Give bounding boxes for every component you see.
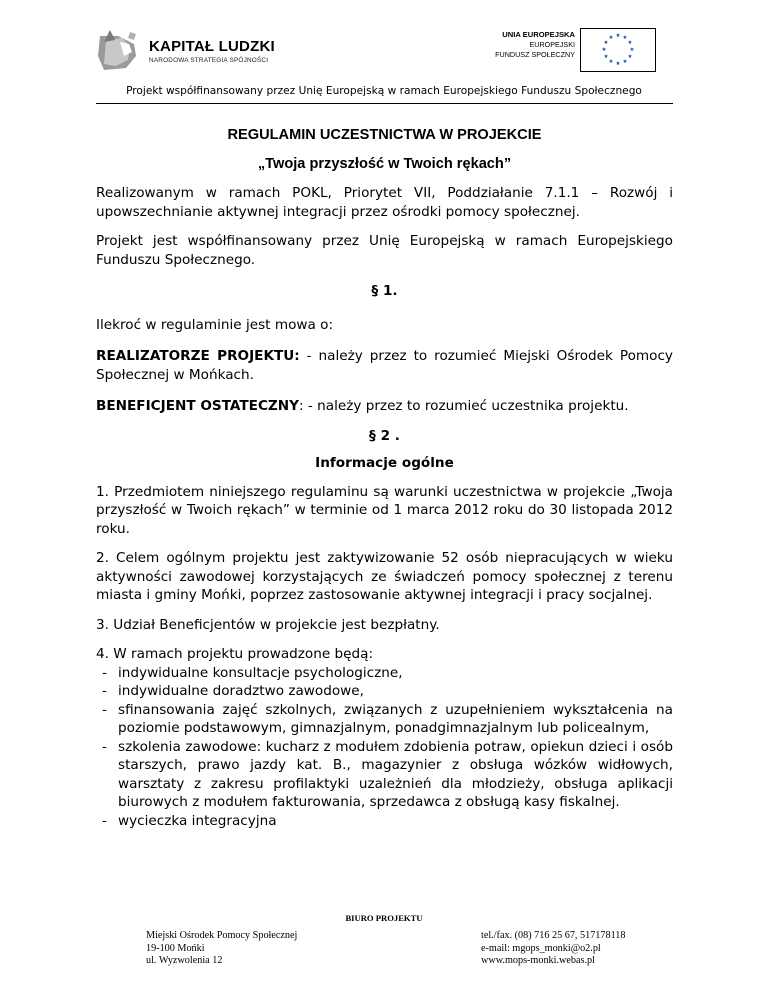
list-item [96,664,673,683]
kapital-ludzki-logo [96,26,316,72]
document-body [96,126,673,830]
kapital-ludzki-title: KAPITAŁ LUDZKI [149,38,275,55]
svg-text:★: ★ [629,47,635,53]
svg-text:★: ★ [608,35,614,41]
footer-address [146,930,297,968]
section-2-title: Informacje ogólne [315,455,454,471]
document-title: REGULAMIN UCZESTNICTWA W PROJEKCIE [227,127,542,143]
definition-beneficjent [96,397,673,416]
eu-logo [486,28,656,74]
definition-realizator-term: REALIZATORZE PROJEKTU: [96,348,300,364]
svg-text:★: ★ [622,35,628,41]
point-3: 3. Udział Beneficjentów w projekcie jest bezpłatny. [96,616,440,633]
eu-name: UNIA EUROPEJSKA [502,30,575,39]
point-4-list [96,664,673,831]
fund-name-line1: EUROPEJSKI [529,40,575,49]
project-name: „Twoja przyszłość w Twoich rękach” [257,155,512,172]
kapital-ludzki-subtitle: NARODOWA STRATEGIA SPÓJNOŚCI [149,57,269,64]
svg-text:★: ★ [601,47,607,53]
svg-text:★: ★ [622,59,628,65]
list-item [96,738,673,812]
cofinancing-note: Projekt współfinansowany przez Unię Europejską w ramach Europejskiego Funduszu Społecznego [126,85,642,97]
footer-postal-code: 19-100 Mońki [146,942,205,954]
list-item-text: szkolenia zawodowe: kucharz z modułem zdobienia potraw, opiekun dzieci i osób starszych, prawo jazdy kat. B., magazynier z obsługa wózków widłowych, warsztaty z zakresu profilaktyki uzależnień dla młodzieży, obsługa aplikacji biurowych z modułem fakturowania, sprzedawca z obsługą kasy fiskalnej. [118,738,673,810]
section-1-heading: § 1. [371,283,398,299]
intro-paragraph-2: Projekt jest współfinansowany przez Unię Europejską w ramach Europejskiego Funduszu Społecznego. [96,233,673,268]
footer-street: ul. Wyzwolenia 12 [146,955,223,966]
footer-website: www.mops-monki.webas.pl [481,955,595,966]
definition-beneficjent-text: : - należy przez to rozumieć uczestnika projektu. [299,398,629,414]
section-1-lead: Ilekroć w regulaminie jest mowa o: [96,316,334,333]
dash-marker: - [102,812,107,829]
svg-text:★: ★ [603,40,609,46]
dash-marker: - [102,683,107,699]
svg-text:★: ★ [615,33,621,39]
definition-beneficjent-term: BENEFICJENT OSTATECZNY [96,398,299,414]
point-1: 1. Przedmiotem niniejszego regulaminu są warunki uczestnictwa w projekcie „Twoja przyszłość w Twoich rękach” w terminie od 1 marca 2012 roku do 30 listopada 2012 roku. [96,483,673,537]
point-4-lead: 4. W ramach projektu prowadzone będą: [96,646,374,662]
dash-marker: - [102,664,107,681]
eu-flag-icon [580,28,656,72]
definition-realizator [96,347,673,384]
section-2-heading: § 2 . [369,427,400,444]
svg-text:★: ★ [608,59,614,65]
kapital-ludzki-icon [96,26,146,72]
footer-phone: tel./fax. (08) 716 25 67, 517178118 [481,930,626,941]
list-item-text: sfinansowania zajęć szkolnych, związanych z uzupełnieniem wykształcenia na poziomie podstawowym, gimnazjalnym, ponadgimnazjalnym lub policealnym, [118,701,673,736]
svg-text:★: ★ [615,61,621,67]
list-item [96,682,673,701]
point-2: 2. Celem ogólnym projektu jest zaktywizowanie 52 osób niepracujących w wieku aktywności zawodowej korzystających ze świadczeń pomocy społecznej z terenu miasta i gminy Mońki, poprzez zastosowanie aktywnej integracji i pracy socjalnej. [96,550,673,603]
fund-name-line2: FUNDUSZ SPOŁECZNY [495,50,575,59]
list-item-text: indywidualne doradztwo zawodowe, [118,683,364,699]
header-divider [96,103,673,104]
dash-marker: - [102,738,107,755]
list-item-text: indywidualne konsultacje psychologiczne, [118,664,403,681]
list-item [96,812,673,831]
svg-text:★: ★ [627,54,633,60]
svg-text:★: ★ [603,54,609,60]
list-item-text: wycieczka integracyjna [118,812,277,829]
definition-realizator-text: - należy przez to rozumieć Miejski Ośrodek Pomocy Społecznej w Mońkach. [96,348,673,383]
dash-marker: - [102,701,107,718]
svg-text:★: ★ [627,40,633,46]
footer-email: e-mail: mgops_monki@o2.pl [481,942,601,954]
footer-title: BIURO PROJEKTU [345,913,423,923]
list-item [96,701,673,738]
footer-contact [481,930,626,968]
eu-logo-text [495,30,575,60]
intro-paragraph-1: Realizowanym w ramach POKL, Priorytet VII, Poddziałanie 7.1.1 – Rozwój i upowszechnianie aktywnej integracji przez ośrodki pomocy społecznej. [96,185,673,220]
footer-org-name: Miejski Ośrodek Pomocy Społecznej [146,930,298,941]
